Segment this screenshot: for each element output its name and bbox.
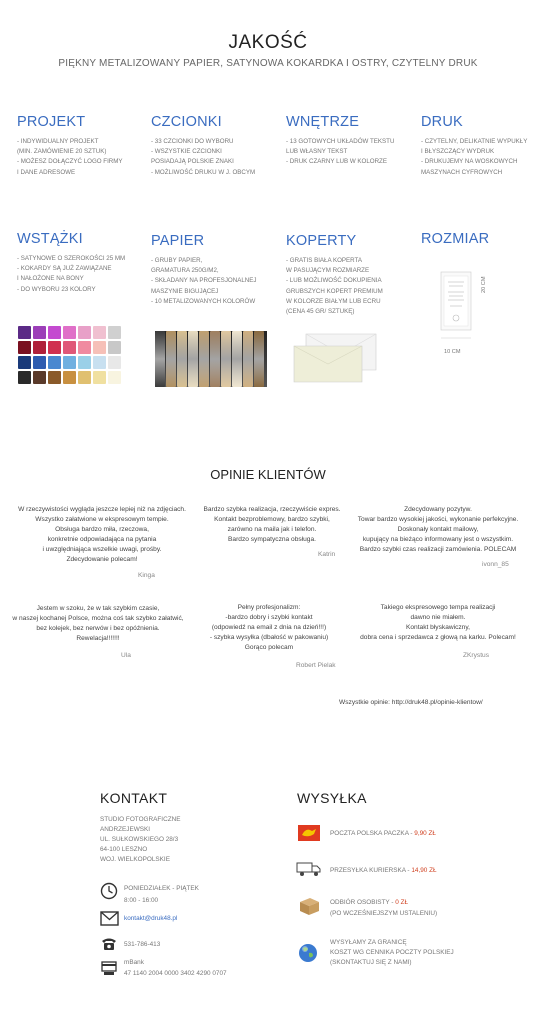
ribbon-swatch — [78, 371, 91, 384]
paper-swatch — [166, 331, 176, 387]
feature-title-rozmiar: ROZMIAR — [421, 231, 490, 247]
ribbon-swatch — [93, 326, 106, 339]
feature-title-druk: DRUK — [421, 114, 463, 130]
truck-icon — [296, 861, 322, 877]
feature-title-wstazki: WSTĄŻKI — [17, 231, 83, 247]
ribbon-swatch — [108, 371, 121, 384]
feature-title-papier: PAPIER — [151, 233, 205, 249]
shipping-option: WYSYŁAMY ZA GRANICĘ KOSZT WG CENNIKA POCZTY POLSKIEJ (SKONTAKTUJ SIĘ Z NAMI) — [330, 939, 454, 966]
all-opinions-label: Wszystkie opinie: — [339, 699, 390, 706]
opinion-author: ivonn_85 — [482, 561, 509, 568]
ribbon-swatch — [48, 326, 61, 339]
paper-swatch — [199, 331, 209, 387]
paper-swatch — [254, 331, 264, 387]
opinion-author: Kinga — [138, 572, 155, 579]
poczta-polska-icon — [298, 825, 320, 841]
opinion-text: Bardzo szybka realizacja, rzeczywiście expres. Kontakt bezproblemowy, bardzo szybki, zarówno na maila jak i telefon. Bardzo sympatyczna obsługa. — [203, 506, 341, 543]
shipping-option: POCZTA POLSKA PACZKA - 9,90 ZŁ — [330, 830, 436, 837]
feature-title-wnetrze: WNĘTRZE — [286, 114, 360, 130]
ribbon-swatch — [63, 356, 76, 369]
ribbon-swatch — [78, 341, 91, 354]
ribbon-swatch — [18, 326, 31, 339]
ribbon-swatch — [108, 326, 121, 339]
ribbon-swatch — [63, 341, 76, 354]
hours-label: PONIEDZIAŁEK - PIĄTEK — [124, 885, 199, 892]
feature-text-czcionki: - 33 CZCIONKI DO WYBORU - WSZYSTKIE CZCIONKI POSIADAJĄ POLSKIE ZNAKI - MOŻLIWOŚĆ DRUKU W J. OBCYM — [151, 138, 256, 176]
opinion-text: Jestem w szoku, że w tak szybkim czasie, w naszej kochanej Polsce, można coś tak szybko załatwić, bez kolejek, bez nerwów i bez opóźnienia. Rewelacja!!!!!!! — [12, 605, 184, 642]
box-icon — [297, 896, 321, 916]
globe-icon — [298, 943, 318, 963]
feature-text-papier: - GRUBY PAPIER, GRAMATURA 250G/M2, - SKŁADANY NA PROFESJONALNEJ MASZYNIE BIGUJĄCEJ - 10 METALIZOWANYCH KOLORÓW — [151, 257, 257, 305]
size-width-label: 10 CM — [444, 349, 461, 355]
paper-swatch — [232, 331, 242, 387]
paper-swatch — [155, 331, 165, 387]
ribbon-swatch — [78, 356, 91, 369]
ribbon-swatch — [33, 356, 46, 369]
ribbon-swatch — [108, 341, 121, 354]
ribbon-swatch — [48, 356, 61, 369]
clock-icon — [100, 882, 118, 900]
hours-value: 8:00 - 16:00 — [124, 897, 159, 904]
ribbon-swatch — [18, 341, 31, 354]
shipping-option: PRZESYŁKA KURIERSKA - 14,90 ZŁ — [330, 867, 437, 874]
paper-swatch — [221, 331, 231, 387]
opinion-text: W rzeczywistości wygląda jeszcze lepiej niż na zdjęciach. Wszystko załatwione w ekspresowym tempie. Obsługa bardzo miła, rzeczowa, konkretnie odpowiadająca na pytania i uwzględniająca wszelkie uwagi, prośby. Zdecydowanie polecam! — [18, 506, 186, 563]
bank-name: mBank — [124, 959, 144, 966]
feature-title-koperty: KOPERTY — [286, 233, 357, 249]
card-icon — [101, 960, 117, 976]
ribbon-swatch — [78, 326, 91, 339]
opinion-text: Pełny profesjonalizm: -bardzo dobry i szybki kontakt (odpowiedź na email z dnia na dzień!!!) - szybka wysyłka (dbałość w pakowaniu) Gorąco polecam — [209, 604, 329, 651]
ribbon-swatch — [63, 371, 76, 384]
paper-swatch — [177, 331, 187, 387]
bank-account: 47 1140 2004 0000 3402 4290 0707 — [124, 970, 227, 977]
paper-swatch — [243, 331, 253, 387]
ribbon-swatch — [33, 326, 46, 339]
feature-title-projekt: PROJEKT — [17, 114, 86, 130]
shipping-option-note: (PO WCZEŚNIEJSZYM USTALENIU) — [330, 910, 438, 917]
contact-address: STUDIO FOTOGRAFICZNE ANDRZEJEWSKI UL. SUŁKOWSKIEGO 28/3 64-100 LESZNO WOJ. WIELKOPOLSKIE — [100, 816, 181, 863]
feature-text-projekt: - INDYWIDUALNY PROJEKT (MIN. ZAMÓWIENIE 20 SZTUK) - MOŻESZ DOŁĄCZYĆ LOGO FIRMY I DANE ADRESOWE — [17, 138, 123, 176]
ribbon-swatch — [93, 371, 106, 384]
ribbon-swatch — [63, 326, 76, 339]
ribbon-swatch — [93, 341, 106, 354]
size-diagram — [427, 266, 507, 360]
opinion-author: Robert Pielak — [296, 662, 336, 669]
feature-text-druk: - CZYTELNY, DELIKATNIE WYPUKŁY I BŁYSZCZĄCY WYDRUK - DRUKUJEMY NA WOSKOWYCH MASZYNACH CYFROWYCH — [421, 138, 528, 176]
feature-text-wstazki: - SATYNOWE O SZEROKOŚCI 25 MM - KOKARDY SĄ JUŻ ZAWIĄZANE I NAŁOŻONE NA BONY - DO WYBORU 23 KOLORY — [17, 255, 126, 293]
ribbon-swatch — [18, 371, 31, 384]
feature-title-czcionki: CZCIONKI — [151, 114, 222, 130]
all-opinions-row — [339, 699, 483, 706]
contact-title: KONTAKT — [100, 790, 168, 806]
envelopes-image — [290, 330, 382, 386]
ribbon-swatch — [18, 356, 31, 369]
page-title: JAKOŚĆ — [228, 32, 308, 53]
page-subtitle: PIĘKNY METALIZOWANY PAPIER, SATYNOWA KOKARDKA I OSTRY, CZYTELNY DRUK — [58, 58, 478, 69]
paper-swatches-image — [155, 331, 267, 387]
opinion-author: Ula — [121, 652, 131, 659]
ribbon-swatch — [33, 371, 46, 384]
feature-text-koperty: - GRATIS BIAŁA KOPERTA W PASUJĄCYM ROZMIARZE - LUB MOŻLIWOŚĆ DOKUPIENIA GRUBSZYCH KOPERT PREMIUM W KOLORZE BIAŁYM LUB ECRU (CENA 45 GR/ SZTUKĘ) — [286, 257, 383, 316]
opinion-text: Takiego ekspresowego tempa realizacji dawno nie miałem. Kontakt błyskawiczny, dobra cena i sprzedawca z głową na karku. Polecam! — [360, 604, 516, 641]
ribbon-swatch — [108, 356, 121, 369]
shipping-option: ODBIÓR OSOBISTY - 0 ZŁ — [330, 899, 409, 906]
ribbon-swatch — [48, 341, 61, 354]
ribbon-swatch — [93, 356, 106, 369]
opinion-author: Katrin — [318, 551, 336, 558]
size-height-label: 20 CM — [481, 276, 487, 293]
feature-text-wnetrze: - 13 GOTOWYCH UKŁADÓW TEKSTU LUB WŁASNY TEKST - DRUK CZARNY LUB W KOLORZE — [286, 138, 395, 166]
ribbon-swatch — [33, 341, 46, 354]
opinion-text: Zdecydowany pozytyw. Towar bardzo wysokiej jakości, wykonanie perfekcyjne. Doskonały kontakt mailowy, kupujący na bieżąco informowany jest o wszystkim. Bardzo szybki czas realizacji zamówienia. POLECAM — [357, 506, 519, 553]
shipping-title: WYSYŁKA — [297, 790, 367, 806]
phone-icon — [101, 937, 117, 951]
opinions-title: OPINIE KLIENTÓW — [210, 467, 326, 482]
all-opinions-link[interactable]: http://druk48.pl/opinie-klientow/ — [391, 699, 483, 706]
contact-email[interactable]: kontakt@druk48.pl — [124, 915, 178, 922]
paper-swatch — [188, 331, 198, 387]
paper-swatch — [210, 331, 220, 387]
ribbon-swatch — [48, 371, 61, 384]
ribbon-swatches-image — [18, 326, 122, 386]
opinion-author: ZKrystus — [463, 652, 490, 659]
mail-icon — [100, 911, 119, 926]
contact-phone: 531-786-413 — [124, 941, 161, 948]
